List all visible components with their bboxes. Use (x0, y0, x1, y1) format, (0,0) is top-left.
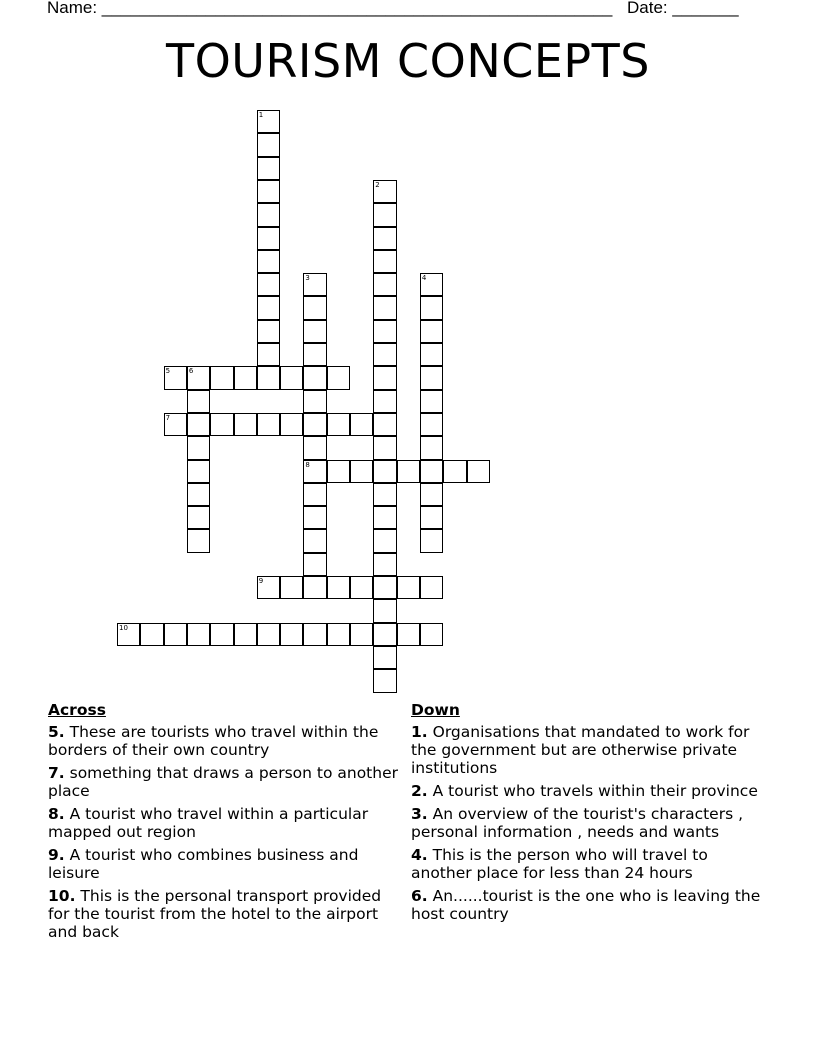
grid-cell[interactable] (397, 623, 420, 646)
grid-cell[interactable] (420, 390, 443, 413)
down-heading: Down (411, 701, 460, 719)
grid-cell[interactable] (303, 576, 326, 599)
clue-across-9 (48, 846, 398, 882)
clue-across-8 (48, 805, 398, 841)
clue-number-label: 1 (258, 111, 264, 119)
grid-cell[interactable] (373, 553, 396, 576)
grid-cell[interactable] (303, 623, 326, 646)
clue-text: An......tourist is the one who is leaving the host country (411, 887, 761, 923)
grid-cell[interactable] (117, 623, 140, 646)
grid-cell[interactable] (350, 576, 373, 599)
clue-text: An overview of the tourist's characters , personal information , needs and wants (411, 805, 744, 841)
grid-cell[interactable] (280, 413, 303, 436)
grid-cell[interactable] (420, 529, 443, 552)
grid-cell[interactable] (257, 623, 280, 646)
grid-cell[interactable] (373, 366, 396, 389)
grid-cell[interactable] (420, 436, 443, 459)
clue-number-label: 8 (305, 460, 310, 469)
grid-cell[interactable] (303, 366, 326, 389)
grid-cell[interactable] (373, 296, 396, 319)
clue-number: 7. (48, 764, 65, 782)
grid-cell[interactable] (420, 343, 443, 366)
grid-cell[interactable] (187, 390, 210, 413)
clue-number-label: 4 (421, 274, 427, 283)
grid-cell[interactable] (420, 483, 443, 506)
grid-cell[interactable] (373, 436, 396, 459)
grid-cell[interactable] (303, 273, 326, 296)
grid-cell[interactable] (420, 273, 443, 296)
clue-text: Organisations that mandated to work for the government but are otherwise private institutions (411, 723, 750, 777)
grid-cell[interactable] (164, 366, 187, 389)
grid-cell[interactable] (187, 506, 210, 529)
clue-number: 2. (411, 782, 428, 800)
grid-cell[interactable] (373, 483, 396, 506)
grid-cell[interactable] (303, 296, 326, 319)
grid-cell[interactable] (280, 623, 303, 646)
grid-cell[interactable] (140, 623, 163, 646)
clue-number-label: 5 (165, 367, 171, 376)
clue-text: A tourist who travel within a particular mapped out region (48, 805, 369, 841)
grid-cell[interactable] (257, 320, 280, 343)
grid-cell[interactable] (420, 296, 443, 319)
clue-number-label: 7 (165, 413, 171, 422)
grid-cell[interactable] (257, 296, 280, 319)
grid-cell[interactable] (187, 483, 210, 506)
across-clues (48, 701, 398, 946)
grid-cell[interactable] (373, 227, 396, 250)
grid-cell[interactable] (257, 227, 280, 250)
grid-cell[interactable] (327, 576, 350, 599)
grid-cell[interactable] (303, 413, 326, 436)
grid-cell[interactable] (164, 413, 187, 436)
grid-cell[interactable] (373, 506, 396, 529)
grid-cell[interactable] (164, 623, 187, 646)
grid-cell[interactable] (420, 413, 443, 436)
grid-cell[interactable] (257, 413, 280, 436)
grid-cell[interactable] (257, 343, 280, 366)
grid-cell[interactable] (397, 460, 420, 483)
grid-cell[interactable] (373, 529, 396, 552)
grid-cell[interactable] (420, 506, 443, 529)
grid-cell[interactable] (210, 623, 233, 646)
grid-cell[interactable] (373, 203, 396, 226)
clue-number-label: 6 (188, 367, 194, 376)
grid-cell[interactable] (373, 599, 396, 622)
grid-cell[interactable] (373, 320, 396, 343)
grid-cell[interactable] (373, 413, 396, 436)
grid-cell[interactable] (327, 460, 350, 483)
across-heading: Across (48, 701, 106, 719)
clue-number: 1. (411, 723, 428, 741)
down-clues (411, 701, 761, 928)
grid-cell[interactable] (303, 436, 326, 459)
date-field[interactable]: Date: _______ (627, 0, 739, 17)
grid-cell[interactable] (210, 366, 233, 389)
grid-cell[interactable] (373, 460, 396, 483)
grid-cell[interactable] (257, 110, 280, 133)
grid-cell[interactable] (350, 460, 373, 483)
clue-down-1 (411, 723, 761, 777)
grid-cell[interactable] (303, 529, 326, 552)
grid-cell[interactable] (187, 436, 210, 459)
grid-cell[interactable] (210, 413, 233, 436)
clue-number-label: 3 (305, 274, 310, 283)
grid-cell[interactable] (234, 623, 257, 646)
clue-across-10 (48, 887, 398, 941)
clue-down-2 (411, 782, 761, 800)
grid-cell[interactable] (187, 413, 210, 436)
grid-cell[interactable] (420, 460, 443, 483)
grid-cell[interactable] (467, 460, 490, 483)
grid-cell[interactable] (373, 646, 396, 669)
grid-cell[interactable] (443, 460, 466, 483)
grid-cell[interactable] (257, 180, 280, 203)
page-title: TOURISM CONCEPTS (166, 34, 650, 88)
clue-down-4 (411, 846, 761, 882)
grid-cell[interactable] (397, 576, 420, 599)
grid-cell[interactable] (350, 623, 373, 646)
grid-cell[interactable] (303, 343, 326, 366)
grid-cell[interactable] (420, 320, 443, 343)
grid-cell[interactable] (280, 576, 303, 599)
grid-cell[interactable] (303, 553, 326, 576)
grid-cell[interactable] (373, 250, 396, 273)
clue-number: 9. (48, 846, 65, 864)
clue-across-5 (48, 723, 398, 759)
clue-text: This is the person who will travel to another place for less than 24 hours (411, 846, 708, 882)
grid-cell[interactable] (373, 390, 396, 413)
grid-cell[interactable] (187, 460, 210, 483)
grid-cell[interactable] (187, 366, 210, 389)
clue-text: These are tourists who travel within the borders of their own country (48, 723, 379, 759)
grid-cell[interactable] (327, 413, 350, 436)
grid-cell[interactable] (373, 669, 396, 692)
grid-cell[interactable] (373, 180, 396, 203)
clue-down-3 (411, 805, 761, 841)
grid-cell[interactable] (420, 366, 443, 389)
grid-cell[interactable] (187, 529, 210, 552)
clue-number: 4. (411, 846, 428, 864)
clue-number-label: 9 (258, 577, 264, 585)
grid-cell[interactable] (420, 623, 443, 646)
clue-text: something that draws a person to another place (48, 764, 398, 800)
grid-cell[interactable] (234, 366, 257, 389)
clue-text: This is the personal transport provided for the tourist from the hotel to the airport and back (48, 887, 382, 941)
clue-across-7 (48, 764, 398, 800)
grid-cell[interactable] (303, 483, 326, 506)
grid-cell[interactable] (327, 623, 350, 646)
grid-cell[interactable] (187, 623, 210, 646)
clue-number: 10. (48, 887, 76, 905)
grid-cell[interactable] (280, 366, 303, 389)
grid-cell[interactable] (327, 366, 350, 389)
clue-number: 8. (48, 805, 65, 823)
grid-cell[interactable] (257, 250, 280, 273)
grid-cell[interactable] (373, 576, 396, 599)
grid-cell[interactable] (373, 623, 396, 646)
grid-cell[interactable] (303, 390, 326, 413)
grid-cell[interactable] (257, 133, 280, 156)
grid-cell[interactable] (257, 366, 280, 389)
clue-number-label: 2 (375, 180, 380, 189)
grid-cell[interactable] (257, 273, 280, 296)
grid-cell[interactable] (234, 413, 257, 436)
clue-number: 5. (48, 723, 65, 741)
clue-number: 6. (411, 887, 428, 905)
grid-cell[interactable] (303, 320, 326, 343)
clue-down-6 (411, 887, 761, 923)
clue-text: A tourist who combines business and leisure (48, 846, 359, 882)
grid-cell[interactable] (303, 460, 326, 483)
grid-cell[interactable] (257, 576, 280, 599)
grid-cell[interactable] (373, 343, 396, 366)
grid-cell[interactable] (257, 157, 280, 180)
grid-cell[interactable] (350, 413, 373, 436)
clue-number-label: 10 (119, 623, 128, 632)
grid-cell[interactable] (373, 273, 396, 296)
grid-cell[interactable] (303, 506, 326, 529)
grid-cell[interactable] (420, 576, 443, 599)
clue-text: A tourist who travels within their province (427, 782, 758, 800)
grid-cell[interactable] (257, 203, 280, 226)
clue-number: 3. (411, 805, 428, 823)
name-field[interactable]: Name: ______________________________________________________ (47, 0, 613, 17)
